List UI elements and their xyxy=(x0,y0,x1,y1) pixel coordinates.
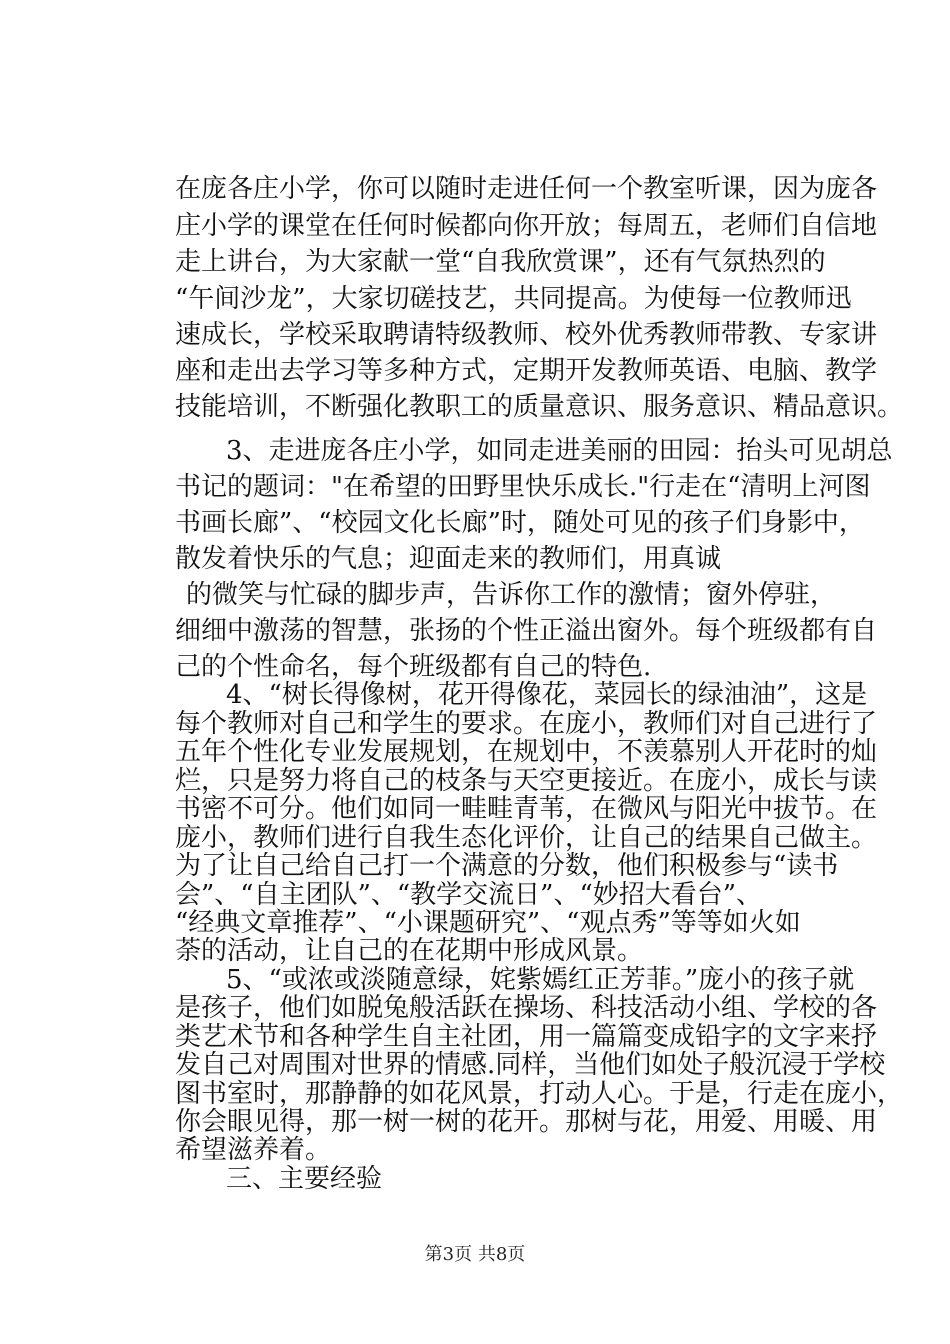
text-line: 庞小，教师们进行自我生态化评价，让自己的结果自己做主。 xyxy=(175,823,878,853)
text-line: 希望滋养着。 xyxy=(175,1135,332,1165)
text-line: 座和走出去学习等多种方式，定期开发教师英语、电脑、教学 xyxy=(175,356,878,386)
text-line: 4、“树长得像树，花开得像花，菜园长的绿油油”，这是 xyxy=(226,680,868,710)
text-line: 每个教师对自己和学生的要求。在庞小，教师们对自己进行了 xyxy=(175,709,878,739)
text-line: 为了让自己给自己打一个满意的分数，他们积极参与“读书 xyxy=(175,851,839,881)
text-line: “经典文章推荐”、“小课题研究”、“观点秀”等等如火如 xyxy=(175,908,801,938)
text-line: “午间沙龙”，大家切磋技艺，共同提高。为使每一位教师迅 xyxy=(175,284,852,314)
text-line: 速成长，学校采取聘请特级教师、校外优秀教师带教、专家讲 xyxy=(175,320,878,350)
text-line: 散发着快乐的气息；迎面走来的教师们，用真诚 xyxy=(175,544,722,574)
text-line: 图书室时，那静静的如花风景，打动人心。于是，行走在庞小， xyxy=(175,1079,904,1109)
text-line: 5、“或浓或淡随意绿，姹紫嫣红正芳菲。”庞小的孩子就 xyxy=(226,965,855,995)
text-line: 会”、“自主团队”、“教学交流日”、“妙招大看台”、 xyxy=(175,880,763,910)
section-heading: 三、主要经验 xyxy=(226,1164,383,1194)
text-line: 3、走进庞各庄小学，如同走进美丽的田园：抬头可见胡总 xyxy=(226,436,893,466)
text-line: 烂，只是努力将自己的枝条与天空更接近。在庞小，成长与读 xyxy=(175,766,878,796)
text-line: 走上讲台，为大家献一堂“自我欣赏课”，还有气氛热烈的 xyxy=(175,247,826,277)
text-line: 发自己对周围对世界的情感.同样，当他们如处子般沉浸于学校 xyxy=(175,1050,886,1080)
page-footer: 第3页 共8页 xyxy=(424,1244,526,1265)
text-line: 的微笑与忙碌的脚步声，告诉你工作的激情；窗外停驻， xyxy=(186,580,837,610)
text-line: 技能培训，不断强化教职工的质量意识、服务意识、精品意识。 xyxy=(175,392,904,422)
text-line: 你会眼见得，那一树一树的花开。那树与花，用爱、用暖、用 xyxy=(175,1107,878,1137)
text-line: 五年个性化专业发展规划，在规划中，不羡慕别人开花时的灿 xyxy=(175,737,878,767)
text-line: 庄小学的课堂在任何时候都向你开放；每周五，老师们自信地 xyxy=(175,211,878,241)
text-line: 是孩子，他们如脱兔般活跃在操场、科技活动小组、学校的各 xyxy=(175,993,878,1023)
text-line: 细细中激荡的智慧，张扬的个性正溢出窗外。每个班级都有自 xyxy=(175,616,878,646)
text-line: 书记的题词："在希望的田野里快乐成长."行走在“清明上河图 xyxy=(175,472,871,502)
text-line: 在庞各庄小学，你可以随时走进任何一个教室听课，因为庞各 xyxy=(175,174,878,204)
text-line: 书画长廊”、“校园文化长廊”时，随处可见的孩子们身影中， xyxy=(175,508,865,538)
text-line: 己的个性命名，每个班级都有自己的特色. xyxy=(175,652,652,682)
text-line: 荼的活动，让自己的在花期中形成风景。 xyxy=(175,936,644,966)
text-line: 类艺术节和各种学生自主社团，用一篇篇变成铅字的文字来抒 xyxy=(175,1022,878,1052)
text-line: 书密不可分。他们如同一畦畦青苇，在微风与阳光中拔节。在 xyxy=(175,794,878,824)
